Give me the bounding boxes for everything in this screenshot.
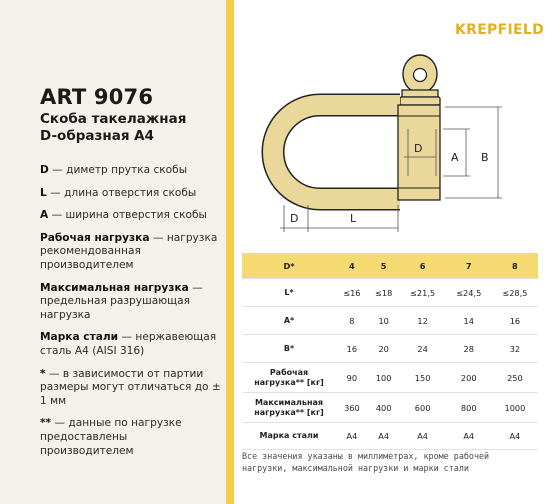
table-cell: 28 [446,335,492,363]
definition-text: — ширина отверстия скобы [48,209,207,222]
table-cell: 90 [336,363,368,393]
shackle-drawing [0,0,560,250]
dimension-labels [290,142,489,225]
definition-term: ** [40,417,52,430]
table-row [242,279,538,307]
table-cell: 14 [446,307,492,335]
table-cell: 600 [400,393,446,423]
table-cell: A4 [368,423,400,450]
product-title-line: Скоба такелажная [40,111,187,127]
definition-item [40,282,222,323]
table-cell: 12 [400,307,446,335]
table-header-cell: 8 [492,253,538,279]
definition-text: — нержавеющая сталь А4 (AISI 316) [40,331,217,357]
table-cell: ≤18 [368,279,400,307]
table-cell: ≤16 [336,279,368,307]
table-cell: 200 [446,363,492,393]
table-cell: 400 [368,393,400,423]
definition-item [40,417,222,458]
table-cell: 100 [368,363,400,393]
definition-item [40,368,222,409]
table-cell: 16 [492,307,538,335]
dimension-label-a: A [451,151,459,164]
definition-text: — нагрузка рекомендованная производителем [40,231,218,271]
table-cell: 1000 [492,393,538,423]
dimension-label-d: D [414,142,423,155]
table-cell: 24 [400,335,446,363]
table-cell: 360 [336,393,368,423]
table-cell: ≤24,5 [446,279,492,307]
definition-term: Рабочая нагрузка [40,231,150,244]
units-note-line: нагрузки, максимальной нагрузки и марки стали [242,462,469,473]
table-row [242,307,538,335]
table-header-cell: 5 [368,253,400,279]
definition-text: — данные по нагрузке предоставлены производителем [40,417,182,457]
table-header-cell: 7 [446,253,492,279]
definition-term: * [40,367,46,380]
table-cell: A4 [336,423,368,450]
definition-term: Максимальная нагрузка [40,281,189,294]
table-header-cell: 6 [400,253,446,279]
table-cell: A4 [446,423,492,450]
row-label-line: Рабочая [269,368,309,377]
table-cell: 32 [492,335,538,363]
row-label: A* [242,307,336,335]
table-cell: 8 [336,307,368,335]
spec-table [242,253,538,450]
table-cell: A4 [400,423,446,450]
table-cell: 150 [400,363,446,393]
dimension-lines [280,107,502,232]
article-number: ART 9076 [40,85,154,109]
dimension-label-b: B [481,151,489,164]
table-row [242,393,538,423]
definition-text: — в зависимости от партии размеры могут отличаться до ± 1 мм [40,367,221,407]
row-label [242,393,336,423]
row-label: B* [242,335,336,363]
table-header-row [242,253,538,279]
table-row [242,423,538,450]
table-cell: ≤21,5 [400,279,446,307]
product-title-line: D-образная A4 [40,128,155,144]
units-note-line: Все значения указаны в миллиметрах, кроме рабочей [242,451,490,461]
definition-term: A [40,209,49,222]
table-cell: 10 [368,307,400,335]
table-cell: A4 [492,423,538,450]
definition-term: L [40,186,47,199]
definition-text: — длина отверстия скобы [46,186,197,199]
table-cell: 800 [446,393,492,423]
table-row [242,363,538,393]
shackle-pin-eye [400,55,440,105]
table-header-cell: D* [242,253,336,279]
definition-term: Марка стали [40,331,119,344]
row-label [242,363,336,393]
dimension-label-d-bottom: D [290,212,299,225]
definition-text: — диметр прутка скобы [48,164,188,176]
table-row [242,335,538,363]
table-cell: 250 [492,363,538,393]
definition-term: D [40,164,49,176]
row-label: L* [242,279,336,307]
units-note [242,451,546,474]
table-header-cell: 4 [336,253,368,279]
brand-logo: KREPFIELD [454,22,544,38]
row-label: Марка стали [242,423,336,450]
row-label-line: нагрузка** [кг] [254,407,324,417]
definition-item [40,331,222,358]
dimension-label-l: L [350,212,357,225]
table-cell: 20 [368,335,400,363]
table-cell: ≤28,5 [492,279,538,307]
row-label-line: Максимальная [254,398,324,407]
definition-text: — предельная разрушающая нагрузка [40,281,203,321]
table-cell: 16 [336,335,368,363]
row-label-line: нагрузка** [кг] [254,377,324,387]
